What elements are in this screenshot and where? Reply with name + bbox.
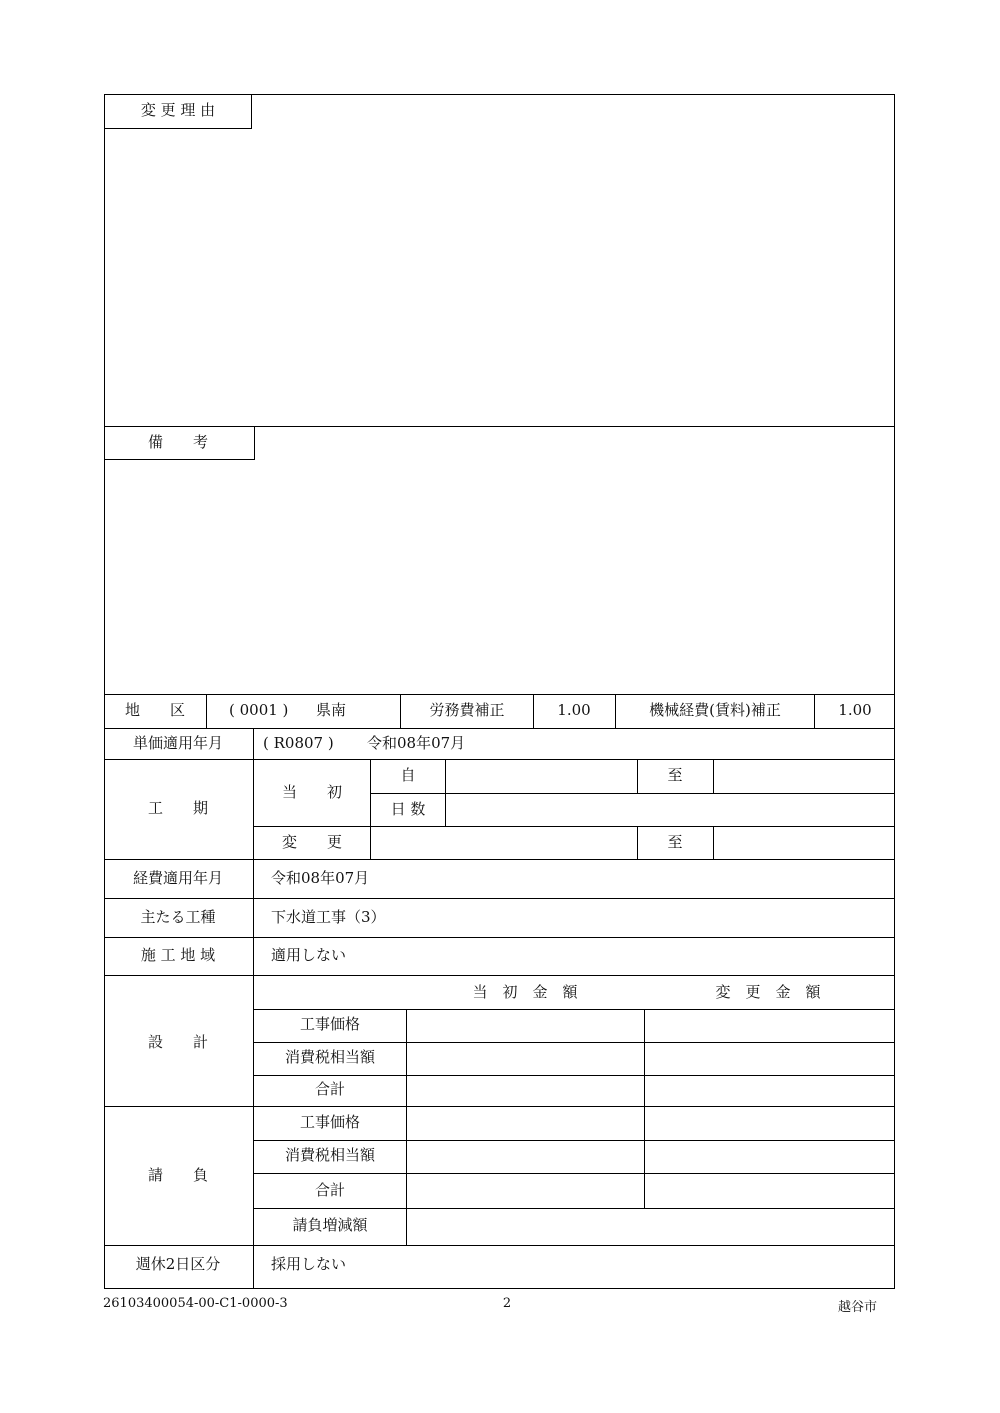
row-line [253,826,895,827]
labor-correction-label: 労務費補正 [429,701,505,719]
col-line [206,694,207,728]
col-line [814,694,815,728]
area-label: 地 区 [124,701,186,719]
region-value: 適用しない [271,946,347,964]
row-line [104,975,895,976]
form-frame [104,94,895,1289]
row-line [253,1140,895,1141]
row-line [104,898,895,899]
contract-row-label: 工事価格 [299,1113,361,1131]
col-line [533,694,534,728]
col-line [370,759,371,859]
contract-row-label: 消費税相当額 [284,1146,376,1164]
row-line [104,694,895,695]
col-line [713,826,714,859]
design-row-label: 消費税相当額 [284,1048,376,1066]
row-line [104,937,895,938]
unit-price-date: 令和08年07月 [367,734,466,752]
col-line [615,694,616,728]
period-change-to-label: 至 [667,833,683,851]
reason-label: 変 更 理 由 [140,101,216,119]
row-line [253,1042,895,1043]
period-days-label: 日 数 [390,800,426,818]
initial-amount-header: 当 初 金 額 [472,983,578,1001]
change-amount-header: 変 更 金 額 [715,983,821,1001]
period-from-label: 自 [400,766,416,784]
footer-city: 越谷市 [838,1300,878,1315]
weekly-value: 採用しない [271,1255,347,1273]
row-line [104,728,895,729]
expense-value: 令和08年07月 [271,869,370,887]
design-label: 設 計 [147,1033,209,1051]
labor-correction-value: 1.00 [557,701,591,719]
contract-label: 請 負 [147,1166,209,1184]
design-row-label: 合計 [314,1080,346,1098]
period-label: 工 期 [147,799,209,817]
remarks-label: 備 考 [147,433,209,451]
footer-page-number: 2 [502,1296,512,1311]
weekly-label: 週休2日区分 [135,1255,221,1273]
col-line [637,826,638,859]
machine-correction-label: 機械経費(賃料)補正 [649,701,781,719]
unit-price-label: 単価適用年月 [132,734,224,752]
row-line [104,759,895,760]
col-line [713,759,714,793]
row-line [253,1009,895,1010]
main-type-label: 主たる工種 [140,908,216,926]
area-code: ( 0001 ) [229,701,289,719]
area-name: 県南 [316,701,347,719]
expense-label: 経費適用年月 [132,869,224,887]
col-line [445,759,446,826]
row-line [370,793,895,794]
period-to-label: 至 [667,766,683,784]
period-initial-label: 当 初 [281,783,343,801]
col-line [406,1009,407,1245]
region-label: 施 工 地 域 [140,946,216,964]
design-row-label: 工事価格 [299,1015,361,1033]
main-type-value: 下水道工事（3） [271,908,386,926]
row-line [104,1245,895,1246]
contract-diff-label: 請負増減額 [292,1216,368,1234]
col-line [400,694,401,728]
col-line [644,1009,645,1208]
row-line [104,1106,895,1107]
col-line [253,728,254,1289]
contract-row-label: 合計 [314,1181,346,1199]
row-line [253,1173,895,1174]
footer-doc-id: 26103400054-00-C1-0000-3 [103,1296,288,1311]
row-line [253,1208,895,1209]
row-line [253,1075,895,1076]
machine-correction-value: 1.00 [838,701,872,719]
row-line [104,859,895,860]
period-change-label: 変 更 [281,833,343,851]
unit-price-code: ( R0807 ) [263,734,334,752]
col-line [637,759,638,793]
